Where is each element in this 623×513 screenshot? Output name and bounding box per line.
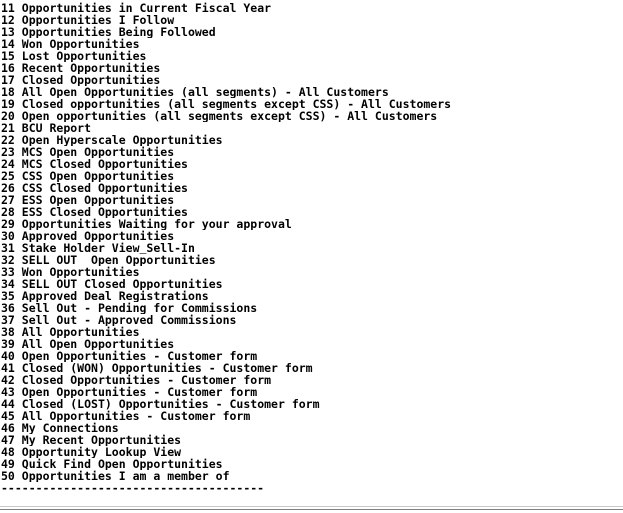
view-number: 14 [1,38,15,50]
divider-line: -------------------------------------- [1,482,265,494]
view-number: 50 [1,470,15,482]
view-separator [15,470,22,482]
view-option-32 [1,254,623,266]
view-option-45 [1,410,623,422]
view-option-20 [1,110,623,122]
view-label: Sell Out - Approved Commissions [21,314,237,326]
view-separator [15,374,22,386]
view-number: 28 [1,206,15,218]
view-separator [15,422,22,434]
view-option-38 [1,326,623,338]
view-option-11 [1,2,623,14]
view-separator [15,290,22,302]
view-option-13 [1,26,623,38]
view-label: Opportunities Being Followed [21,26,216,38]
view-label: My Recent Opportunities [21,434,182,446]
view-label: MCS Open Opportunities [21,146,175,158]
view-label: Opportunities I am a member of [21,470,230,482]
view-number: 23 [1,146,15,158]
view-label: Quick Find Open Opportunities [21,458,223,470]
view-label: CSS Open Opportunities [21,170,175,182]
view-option-41 [1,362,623,374]
view-separator [15,254,22,266]
view-option-40 [1,350,623,362]
view-separator [15,446,22,458]
view-label: Won Opportunities [21,266,140,278]
view-label: MCS Closed Opportunities [21,158,188,170]
view-separator [15,410,22,422]
view-number: 26 [1,182,15,194]
view-option-25 [1,170,623,182]
view-number: 41 [1,362,15,374]
view-option-34 [1,278,623,290]
view-number: 34 [1,278,15,290]
view-label: My Connections [21,422,119,434]
view-label: ESS Open Opportunities [21,194,175,206]
view-number: 24 [1,158,15,170]
view-label: Closed (LOST) Opportunities - Customer form [21,398,320,410]
view-number: 17 [1,74,15,86]
view-label: Open opportunities (all segments except CSS) - All Customers [21,110,438,122]
view-separator [15,266,22,278]
view-label: Closed (WON) Opportunities - Customer form [21,362,313,374]
view-label: Open Opportunities - Customer form [21,350,258,362]
view-number: 21 [1,122,15,134]
view-number: 35 [1,290,15,302]
view-label: All Opportunities [21,326,140,338]
view-label: All Open Opportunities (all segments) - All Customers [21,86,389,98]
view-separator [15,338,22,350]
view-number: 22 [1,134,15,146]
view-number: 44 [1,398,15,410]
view-separator [15,386,22,398]
view-label: Closed Opportunities - Customer form [21,374,272,386]
view-separator [15,362,22,374]
view-option-31 [1,242,623,254]
view-option-50 [1,470,623,482]
view-label: SELL OUT Open Opportunities [21,254,216,266]
view-option-39 [1,338,623,350]
view-separator [15,350,22,362]
view-separator [15,134,22,146]
view-label: Recent Opportunities [21,62,161,74]
view-label: Stake Holder View_Sell-In [21,242,195,254]
view-option-14 [1,38,623,50]
view-label: BCU Report [21,122,92,134]
view-number: 45 [1,410,15,422]
view-label: ESS Closed Opportunities [21,206,188,218]
view-option-18 [1,86,623,98]
view-label: Approved Deal Registrations [21,290,209,302]
view-option-49 [1,458,623,470]
view-separator [15,38,22,50]
view-option-36 [1,302,623,314]
view-separator [15,2,22,14]
view-separator [15,86,22,98]
view-option-48 [1,446,623,458]
view-option-29 [1,218,623,230]
view-separator [15,110,22,122]
view-option-35 [1,290,623,302]
view-option-28 [1,206,623,218]
view-separator [15,230,22,242]
view-option-21 [1,122,623,134]
view-separator [15,170,22,182]
view-label: CSS Closed Opportunities [21,182,188,194]
view-number: 29 [1,218,15,230]
view-number: 36 [1,302,15,314]
view-number: 48 [1,446,15,458]
view-separator [15,50,22,62]
view-number: 43 [1,386,15,398]
view-number: 49 [1,458,15,470]
view-label: All Opportunities - Customer form [21,410,251,422]
view-label: Opportunities I Follow [21,14,175,26]
view-label: Closed Opportunities [21,74,161,86]
view-option-26 [1,182,623,194]
view-separator [15,182,22,194]
view-number: 27 [1,194,15,206]
view-separator [15,326,22,338]
view-option-16 [1,62,623,74]
view-number: 38 [1,326,15,338]
view-option-43 [1,386,623,398]
view-number: 13 [1,26,15,38]
view-separator [15,194,22,206]
view-separator [15,146,22,158]
view-option-30 [1,230,623,242]
view-separator [15,434,22,446]
view-number: 42 [1,374,15,386]
view-separator [15,458,22,470]
view-option-15 [1,50,623,62]
window-bottom-edge [0,506,623,513]
view-separator [15,62,22,74]
view-number: 31 [1,242,15,254]
view-label: Open Opportunities - Customer form [21,386,258,398]
view-number: 18 [1,86,15,98]
view-separator [15,122,22,134]
view-number: 33 [1,266,15,278]
view-number: 46 [1,422,15,434]
view-number: 25 [1,170,15,182]
view-label: SELL OUT Closed Opportunities [21,278,223,290]
view-label: Closed opportunities (all segments except CSS) - All Customers [21,98,452,110]
view-option-23 [1,146,623,158]
view-number: 11 [1,2,15,14]
view-option-37 [1,314,623,326]
view-separator [15,398,22,410]
view-number: 47 [1,434,15,446]
view-separator [15,74,22,86]
view-separator [15,206,22,218]
view-separator [15,26,22,38]
view-number: 39 [1,338,15,350]
view-number: 15 [1,50,15,62]
view-option-42 [1,374,623,386]
view-label: Lost Opportunities [21,50,147,62]
view-number: 37 [1,314,15,326]
view-number: 12 [1,14,15,26]
view-separator [15,278,22,290]
view-number: 19 [1,98,15,110]
view-number: 32 [1,254,15,266]
view-number: 30 [1,230,15,242]
view-separator [15,242,22,254]
view-separator [15,14,22,26]
view-option-46 [1,422,623,434]
view-number: 16 [1,62,15,74]
view-option-19 [1,98,623,110]
view-separator [15,158,22,170]
view-label: Sell Out - Pending for Commissions [21,302,258,314]
view-label: Open Hyperscale Opportunities [21,134,223,146]
view-option-12 [1,14,623,26]
view-label: All Open Opportunities [21,338,175,350]
view-option-17 [1,74,623,86]
view-option-33 [1,266,623,278]
view-label: Won Opportunities [21,38,140,50]
view-option-22 [1,134,623,146]
view-number: 20 [1,110,15,122]
view-option-24 [1,158,623,170]
view-number: 40 [1,350,15,362]
view-separator [15,98,22,110]
view-label: Opportunities in Current Fiscal Year [21,2,272,14]
view-option-27 [1,194,623,206]
view-separator [15,314,22,326]
view-option-47 [1,434,623,446]
view-option-44 [1,398,623,410]
view-label: Opportunities Waiting for your approval [21,218,292,230]
view-label: Opportunity Lookup View [21,446,182,458]
view-label: Approved Opportunities [21,230,175,242]
view-separator [15,302,22,314]
view-separator [15,218,22,230]
